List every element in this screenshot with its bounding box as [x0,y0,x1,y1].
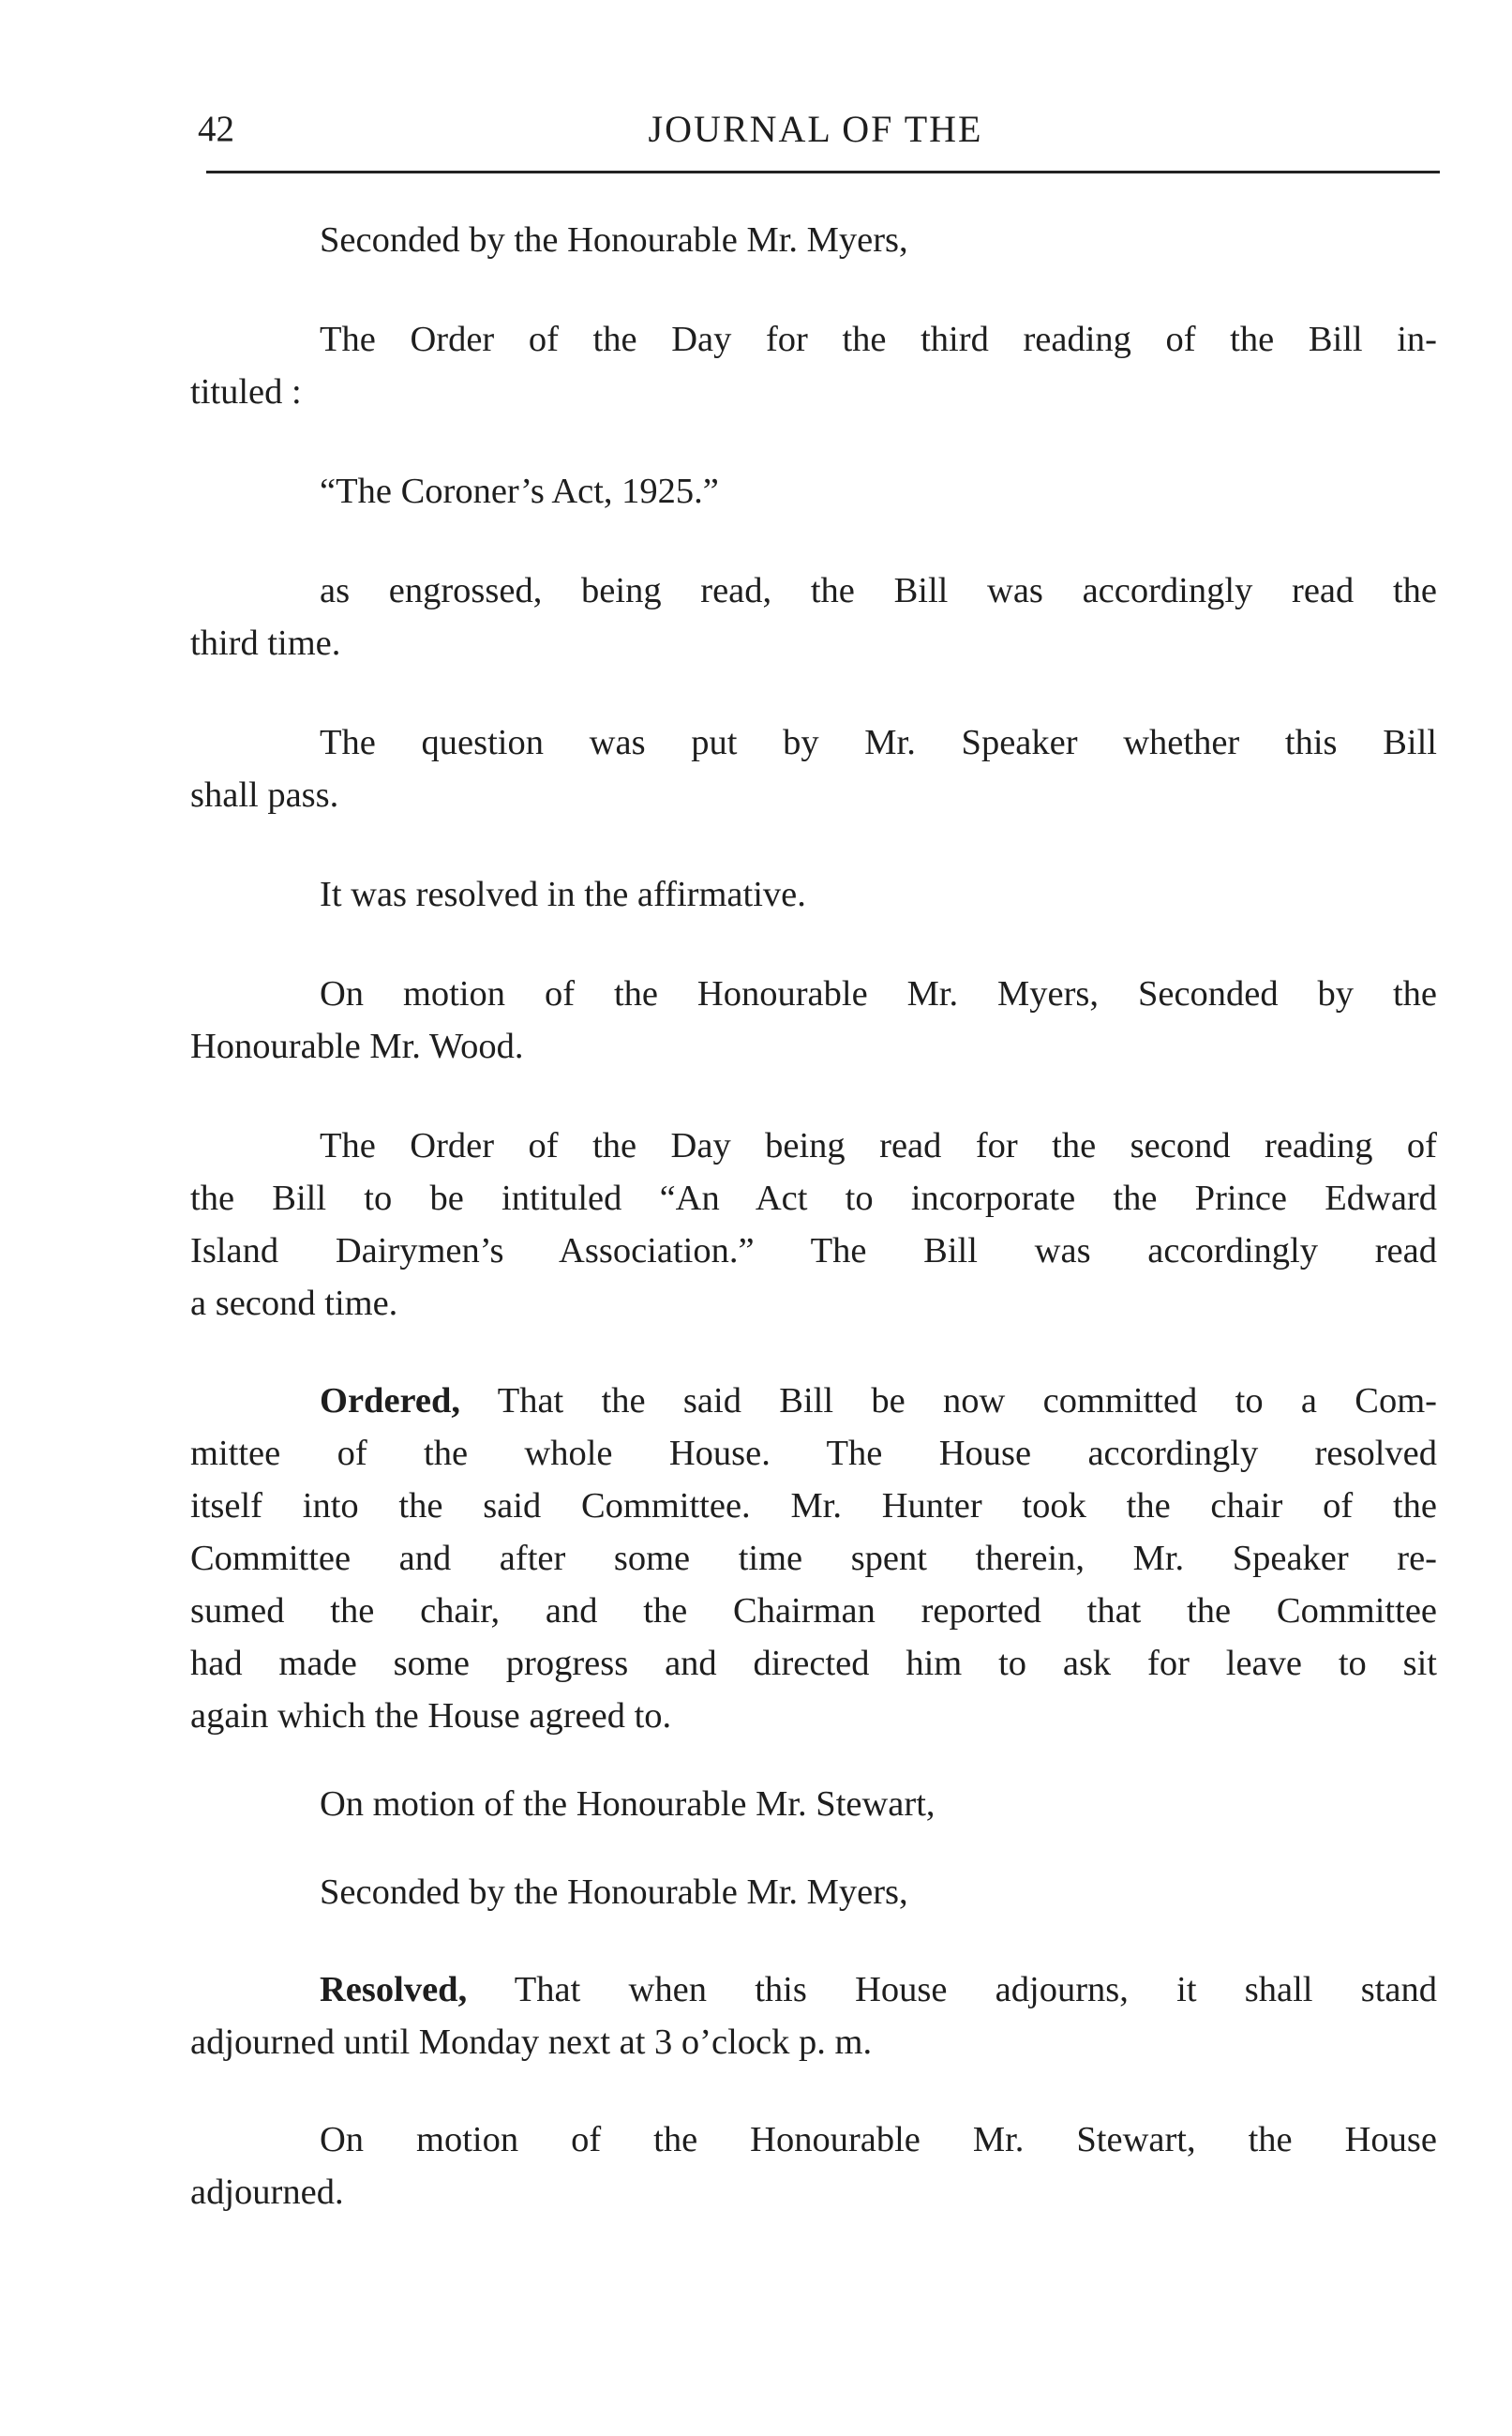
paragraph-seconded-myers: Seconded by the Honourable Mr. Myers, [320,220,908,260]
paragraph-ordered: Ordered, That the said Bill be now committed to a Com- mittee of the whole House. The House accordingly resolved itself into the said Committee. Mr. Hunter took the chair of the Committee and after some time spent therein, Mr. Speaker re- sumed the chair, and the Chairman reported that the Committee had made some progress and directed him to ask for leave to sit again which the House agreed to. [190,1381,1438,1736]
paragraph-resolved: Resolved, That when this House adjourns, it shall stand adjourned until Monday next at 3 o’clock p. m. [190,1970,1438,2062]
paragraph-motion-stewart: On motion of the Honourable Mr. Stewart, [320,1784,936,1824]
paragraph-order-third-reading: The Order of the Day for the third reading of the Bill in- tituled : [190,320,1437,412]
running-head: JOURNAL OF THE [648,108,983,150]
ordered-label: Ordered, [320,1381,461,1421]
header-rule [206,171,1440,173]
paragraph-bill-title: “The Coroner’s Act, 1925.” [320,472,719,511]
page-number: 42 [198,109,234,149]
page-header [192,105,1439,161]
paragraph-second-reading: The Order of the Day being read for the second reading of the Bill to be intituled “An Act to incorporate the Prince Edward Island Dairymen’s Association.” The Bill was accordingly read a second time. [190,1126,1437,1323]
paragraph-seconded-myers-2: Seconded by the Honourable Mr. Myers, [320,1872,908,1912]
paragraph-question-put: The question was put by Mr. Speaker whether this Bill shall pass. [190,723,1437,815]
paragraph-motion-myers: On motion of the Honourable Mr. Myers, Seconded by the Honourable Mr. Wood. [190,974,1437,1066]
paragraph-resolved-affirmative: It was resolved in the affirmative. [320,875,806,914]
journal-body [190,214,1437,2218]
paragraph-house-adjourned: On motion of the Honourable Mr. Stewart, the House adjourned. [190,2120,1437,2212]
resolved-label: Resolved, [320,1970,468,2009]
paragraph-engrossed: as engrossed, being read, the Bill was accordingly read the third time. [190,571,1437,663]
